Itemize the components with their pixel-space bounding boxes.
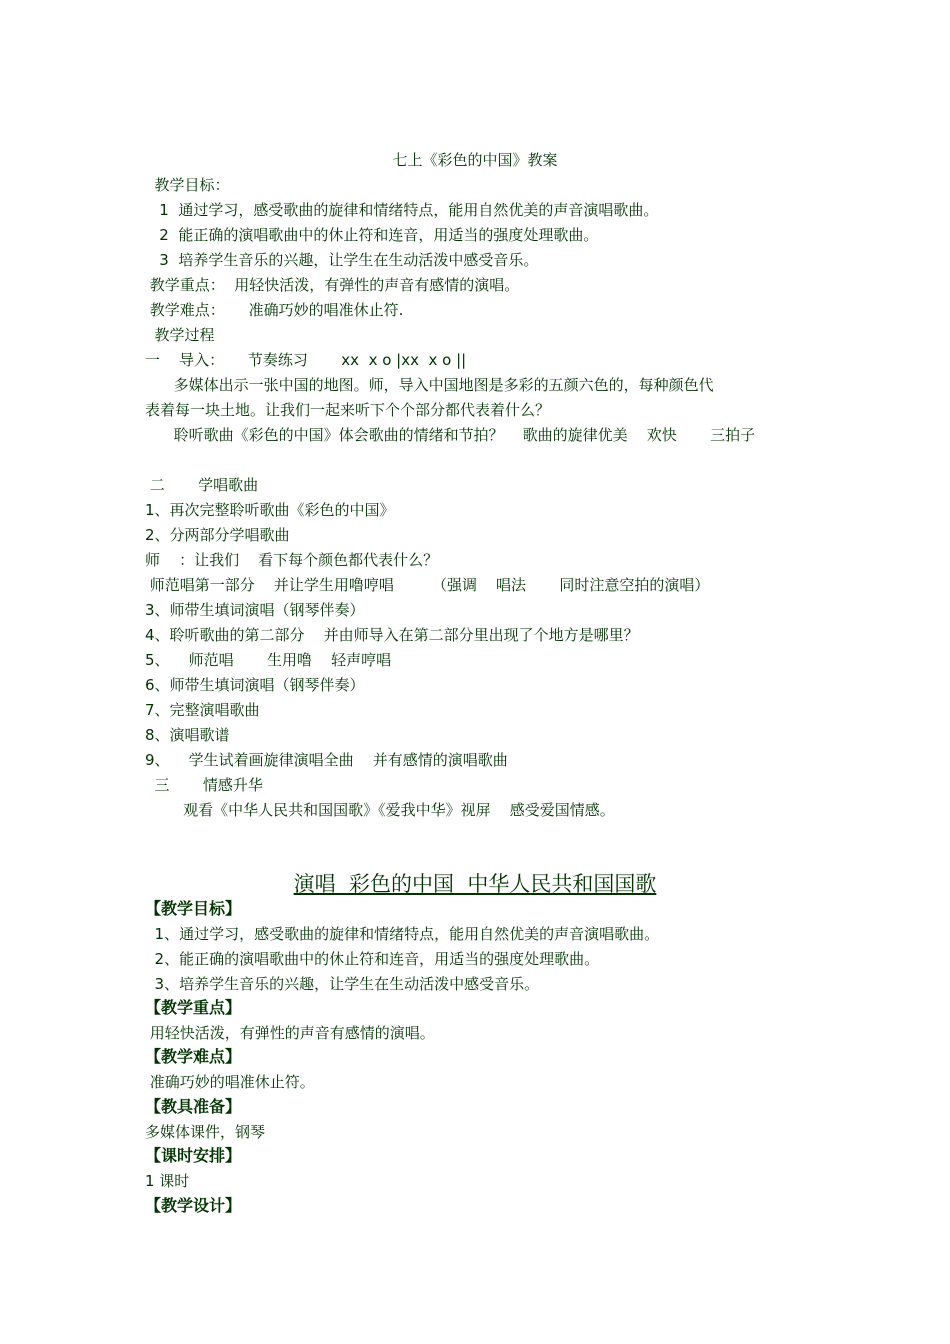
plan1-line: 教学重点： 用轻快活泼，有弹性的声音有感情的演唱。 bbox=[145, 276, 520, 294]
section-text: 多媒体课件，钢琴 bbox=[145, 1123, 266, 1141]
section-text: 准确巧妙的唱准休止符。 bbox=[145, 1073, 315, 1091]
plan1-line: 1 通过学习，感受歌曲的旋律和情绪特点，能用自然优美的声音演唱歌曲。 bbox=[145, 201, 659, 219]
plan1-line: 多媒体出示一张中国的地图。师，导入中国地图是多彩的五颜六色的，每种颜色代 bbox=[145, 376, 714, 394]
plan1-line: 聆听歌曲《彩色的中国》体会歌曲的情绪和节拍？ 歌曲的旋律优美 欢快 三拍子 bbox=[145, 426, 756, 444]
plan1-line: 9、 学生试着画旋律演唱全曲 并有感情的演唱歌曲 bbox=[145, 751, 508, 769]
section-heading: 【教学目标】 bbox=[145, 899, 242, 918]
plan1-line: 8、演唱歌谱 bbox=[145, 726, 230, 744]
plan1-line: 3、师带生填词演唱（钢琴伴奏） bbox=[145, 601, 365, 619]
plan1-line: 教学难点： 准确巧妙的唱准休止符. bbox=[145, 301, 404, 319]
goal-item: 1、通过学习，感受歌曲的旋律和情绪特点，能用自然优美的声音演唱歌曲。 bbox=[145, 925, 660, 943]
section-heading: 【教学重点】 bbox=[145, 998, 242, 1017]
plan1-line: 二 学唱歌曲 bbox=[145, 476, 259, 494]
plan1-line: 6、师带生填词演唱（钢琴伴奏） bbox=[145, 676, 365, 694]
plan1-line: 师 ：让我们 看下每个颜色都代表什么？ bbox=[145, 551, 439, 569]
plan1-line: 观看《中华人民共和国国歌》《爱我中华》视屏 感受爱国情感。 bbox=[145, 801, 615, 819]
plan1-line: 3 培养学生音乐的兴趣，让学生在生动活泼中感受音乐。 bbox=[145, 251, 539, 269]
goal-item: 2、能正确的演唱歌曲中的休止符和连音，用适当的强度处理歌曲。 bbox=[145, 950, 600, 968]
plan1-line: 教学过程 bbox=[145, 326, 215, 344]
plan2-title bbox=[0, 870, 950, 898]
plan1-line: 表着每一块土地。让我们一起来听下个个部分都代表着什么？ bbox=[145, 401, 551, 419]
goal-item: 3、培养学生音乐的兴趣，让学生在生动活泼中感受音乐。 bbox=[145, 975, 540, 993]
plan1-line: 三 情感升华 bbox=[145, 776, 263, 794]
section-heading: 【教学设计】 bbox=[145, 1196, 242, 1215]
plan1-line: 师范唱第一部分 并让学生用噜哼唱 （强调 唱法 同时注意空拍的演唱） bbox=[145, 576, 710, 594]
plan1-line: 2、分两部分学唱歌曲 bbox=[145, 526, 290, 544]
plan1-line: 教学目标： bbox=[145, 176, 230, 194]
section-heading: 【课时安排】 bbox=[145, 1146, 242, 1165]
plan1-line: 2 能正确的演唱歌曲中的休止符和连音，用适当的强度处理歌曲。 bbox=[145, 226, 599, 244]
section-text: 1 课时 bbox=[145, 1172, 190, 1190]
section-text: 用轻快活泼，有弹性的声音有感情的演唱。 bbox=[145, 1024, 435, 1042]
section-heading: 【教学难点】 bbox=[145, 1047, 242, 1066]
plan1-line: 5、 师范唱 生用噜 轻声哼唱 bbox=[145, 651, 392, 669]
plan2-title-text: 演唱 彩色的中国 中华人民共和国国歌 bbox=[293, 872, 657, 896]
plan1-line: 7、完整演唱歌曲 bbox=[145, 701, 260, 719]
plan1-line: 1、再次完整聆听歌曲《彩色的中国》 bbox=[145, 501, 395, 519]
plan1-title: 七上《彩色的中国》教案 bbox=[392, 151, 558, 169]
section-heading: 【教具准备】 bbox=[145, 1097, 242, 1116]
plan1-line: 一 导入： 节奏练习 xx x o |xx x o || bbox=[145, 351, 467, 369]
plan1-line: 4、聆听歌曲的第二部分 并由师导入在第二部分里出现了个地方是哪里？ bbox=[145, 626, 639, 644]
